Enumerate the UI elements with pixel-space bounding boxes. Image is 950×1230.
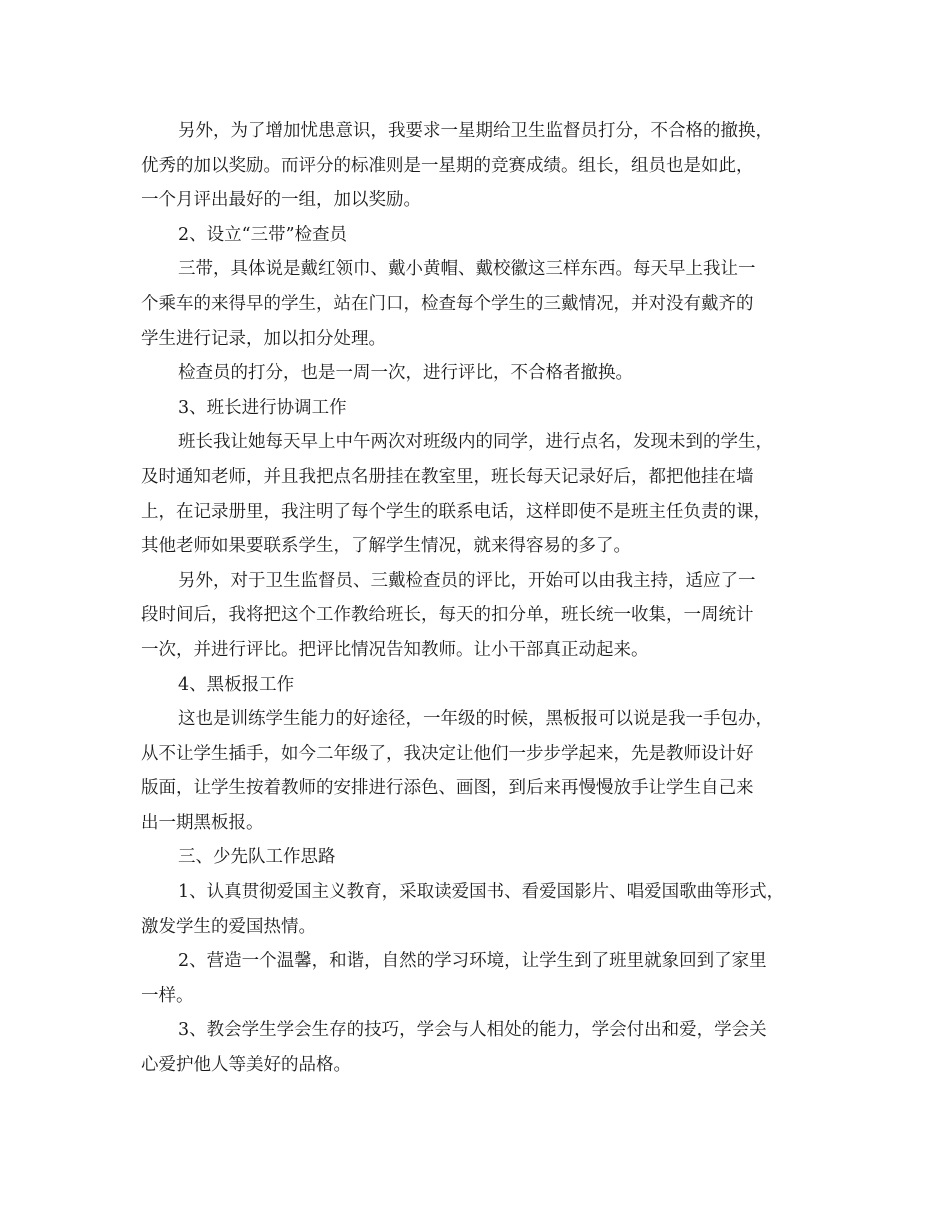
text-line: 另外，为了增加忧患意识，我要求一星期给卫生监督员打分，不合格的撤换， <box>178 121 773 141</box>
text-line: 及时通知老师，并且我把点名册挂在教室里，班长每天记录好后，都把他挂在墙 <box>141 466 754 487</box>
text-line: 其他老师如果要联系学生，了解学生情况，就来得容易的多了。 <box>141 536 631 557</box>
text-line: 激发学生的爱国热情。 <box>141 916 316 937</box>
section-heading: 2、设立“三带”检查员 <box>178 224 348 245</box>
text-line: 检查员的打分，也是一周一次，进行评比，不合格者撤换。 <box>178 363 633 384</box>
text-line: 1、认真贯彻爱国主义教育，采取读爱国书、看爱国影片、唱爱国歌曲等形式， <box>178 882 785 903</box>
text-line: 这也是训练学生能力的好途径，一年级的时候，黑板报可以说是我一手包办， <box>178 709 773 730</box>
text-line: 段时间后，我将把这个工作教给班长，每天的扣分单，班长统一收集，一周统计 <box>141 605 754 626</box>
text-line: 优秀的加以奖励。而评分的标准则是一星期的竞赛成绩。组长，组员也是如此， <box>141 155 754 176</box>
text-line: 另外，对于卫生监督员、三戴检查员的评比，开始可以由我主持，适应了一 <box>178 570 756 591</box>
section-heading: 4、黑板报工作 <box>178 674 295 695</box>
text-line: 个乘车的来得早的学生，站在门口，检查每个学生的三戴情况，并对没有戴齐的 <box>141 293 754 314</box>
section-heading: 3、班长进行协调工作 <box>178 397 347 418</box>
text-line: 班长我让她每天早上中午两次对班级内的同学，进行点名，发现未到的学生， <box>178 432 773 453</box>
text-line: 版面，让学生按着教师的安排进行添色、画图，到后来再慢慢放手让学生自己来 <box>141 778 754 799</box>
text-line: 出一期黑板报。 <box>141 812 264 833</box>
text-line: 三带，具体说是戴红领巾、戴小黄帽、戴校徽这三样东西。每天早上我让一 <box>178 259 756 280</box>
text-line: 2、营造一个温馨，和谐，自然的学习环境，让学生到了班里就象回到了家里 <box>178 951 767 972</box>
document-body <box>141 114 821 1083</box>
text-line: 心爱护他人等美好的品格。 <box>141 1055 351 1076</box>
text-line: 一次，并进行评比。把评比情况告知教师。让小干部真正动起来。 <box>141 639 649 660</box>
text-line: 上，在记录册里，我注明了每个学生的联系电话，这样即使不是班主任负责的课， <box>141 501 771 522</box>
text-line: 从不让学生插手，如今二年级了，我决定让他们一步步学起来，先是教师设计好 <box>141 743 754 764</box>
text-line: 3、教会学生学会生存的技巧，学会与人相处的能力，学会付出和爱，学会关 <box>178 1020 767 1041</box>
text-line: 一个月评出最好的一组，加以奖励。 <box>141 190 421 211</box>
section-heading: 三、少先队工作思路 <box>178 847 336 868</box>
text-line: 一样。 <box>141 985 194 1006</box>
text-line: 学生进行记录，加以扣分处理。 <box>141 328 386 349</box>
